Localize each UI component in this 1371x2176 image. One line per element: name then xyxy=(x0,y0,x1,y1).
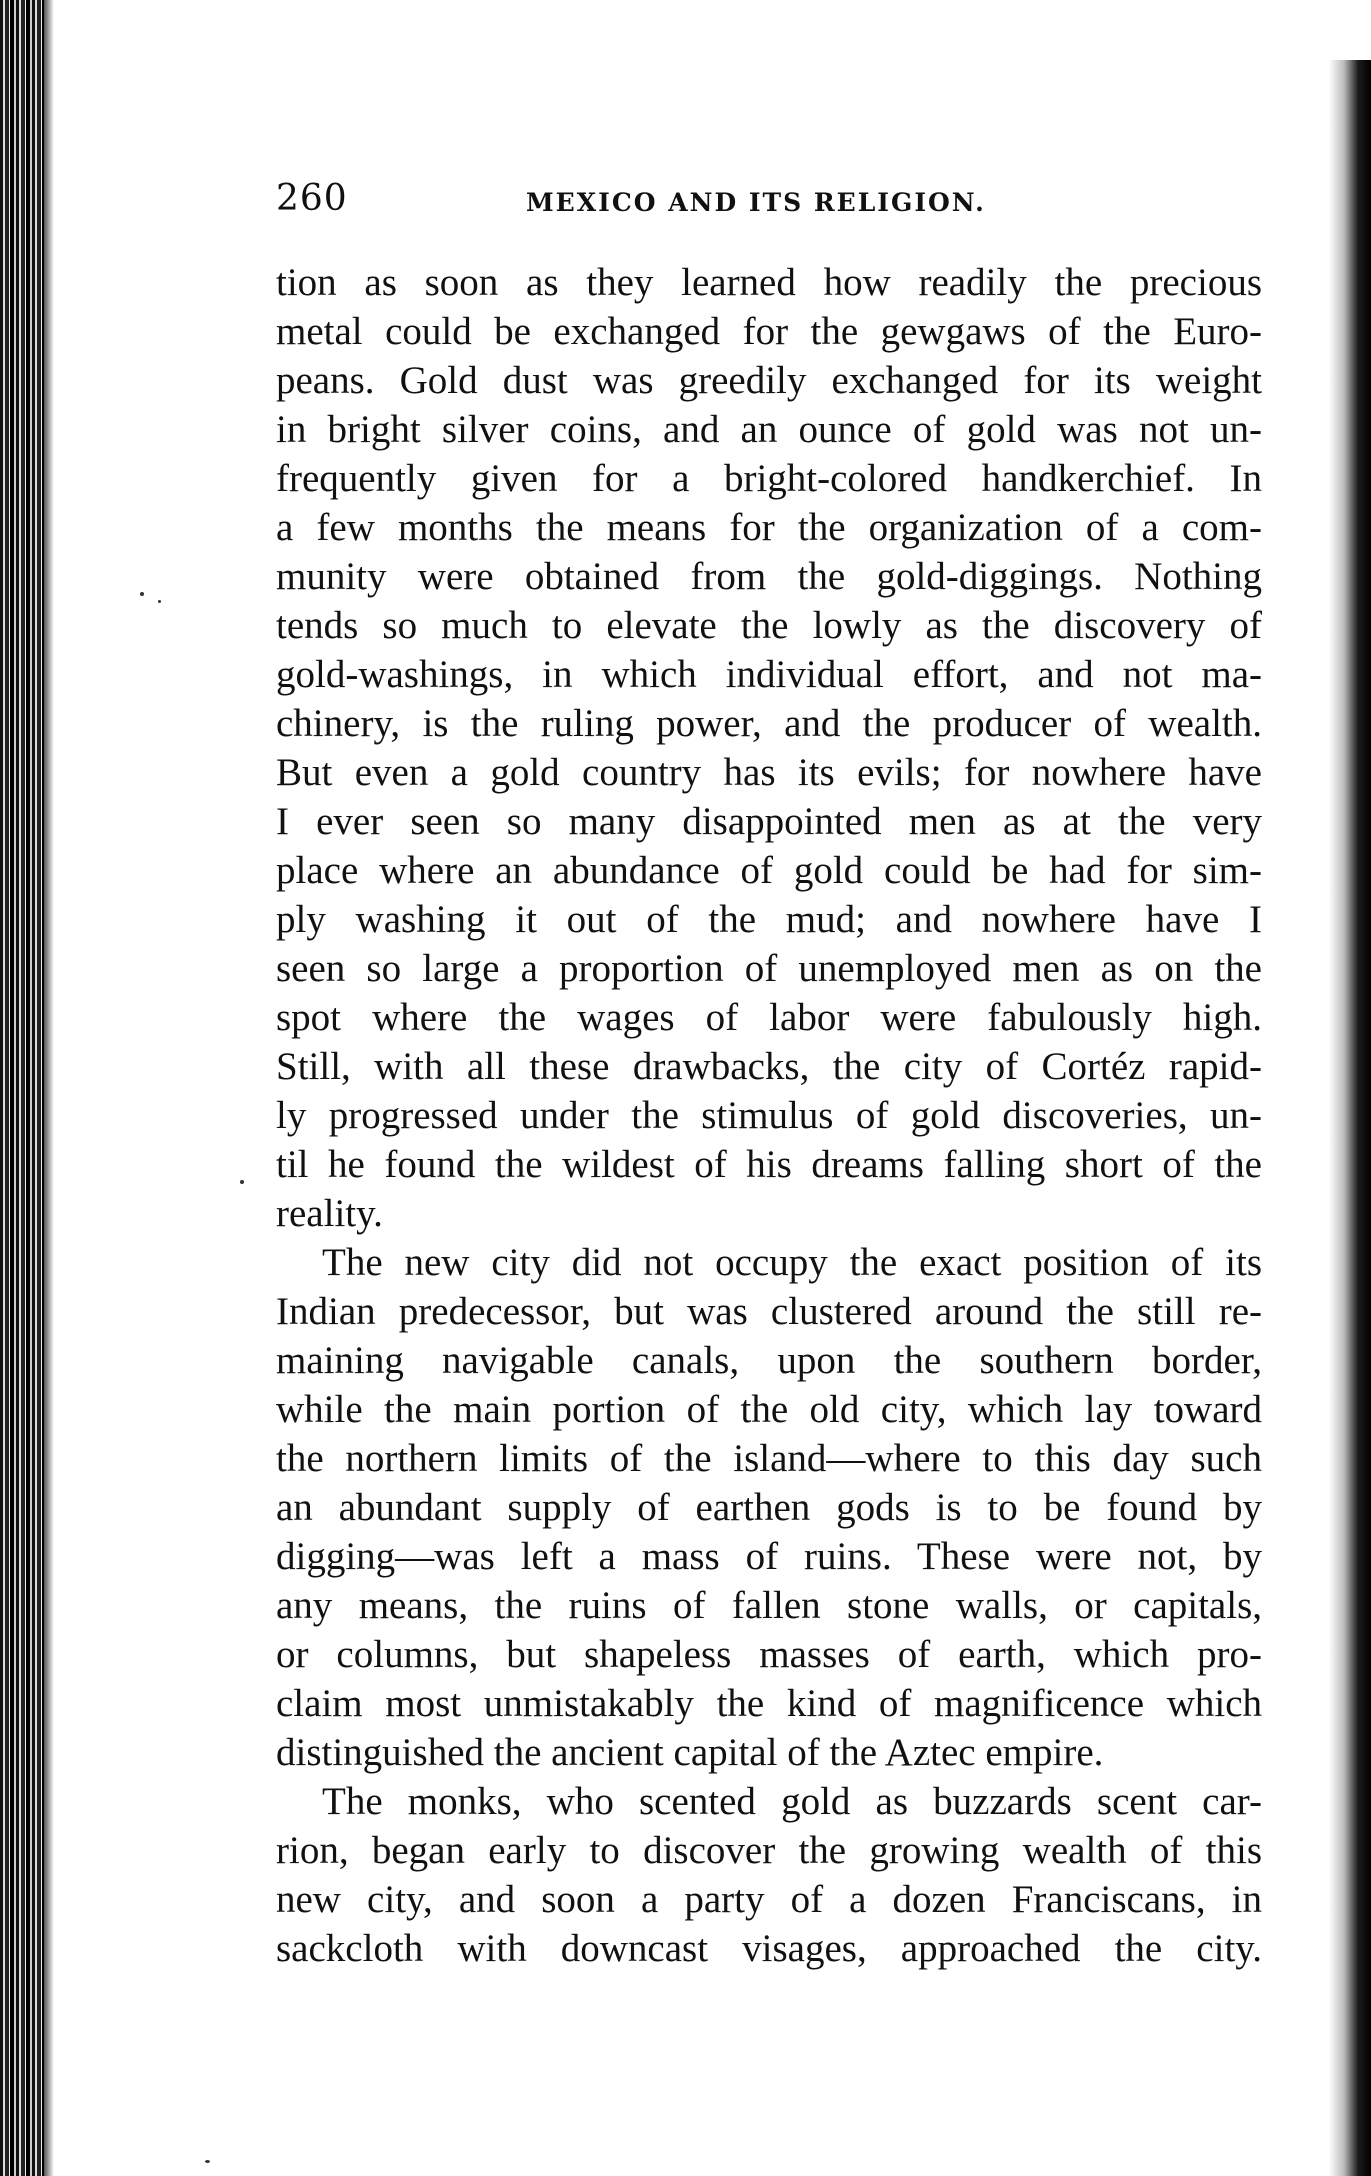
page-header xyxy=(276,178,1266,238)
text-line: munity were obtained from the gold-diggings. Nothing xyxy=(276,555,1262,598)
text-line: an abundant supply of earthen gods is to be found by xyxy=(276,1486,1262,1529)
page-edge-shadow xyxy=(1329,40,1371,2176)
text-line: while the main portion of the old city, which lay toward xyxy=(276,1388,1262,1431)
text-line: in bright silver coins, and an ounce of gold was not un- xyxy=(276,408,1262,451)
binding-shadow xyxy=(44,0,54,2176)
text-line: distinguished the ancient capital of the Aztec empire. xyxy=(276,1731,1104,1774)
running-head: MEXICO AND ITS RELIGION. xyxy=(526,188,986,217)
paragraph xyxy=(276,1238,1262,1777)
text-line: chinery, is the ruling power, and the producer of wealth. xyxy=(276,702,1262,745)
text-line: ly progressed under the stimulus of gold discoveries, un- xyxy=(276,1094,1262,1137)
text-line: But even a gold country has its evils; for nowhere have xyxy=(276,751,1262,794)
text-line: frequently given for a bright-colored handkerchief. In xyxy=(276,457,1262,500)
text-line: spot where the wages of labor were fabulously high. xyxy=(276,996,1262,1039)
book-binding-edge xyxy=(0,0,44,2176)
text-line: tends so much to elevate the lowly as the discovery of xyxy=(276,604,1262,647)
text-line: new city, and soon a party of a dozen Franciscans, in xyxy=(276,1878,1262,1921)
text-line: metal could be exchanged for the gewgaws of the Euro- xyxy=(276,310,1262,353)
body-text xyxy=(276,258,1262,1973)
print-speck xyxy=(158,600,161,603)
text-line: claim most unmistakably the kind of magnificence which xyxy=(276,1682,1262,1725)
text-line: the northern limits of the island—where to this day such xyxy=(276,1437,1262,1480)
text-line: seen so large a proportion of unemployed men as on the xyxy=(276,947,1262,990)
text-line: til he found the wildest of his dreams falling short of the xyxy=(276,1143,1262,1186)
paragraph xyxy=(276,1777,1262,1973)
text-line: any means, the ruins of fallen stone walls, or capitals, xyxy=(276,1584,1262,1627)
text-line: or columns, but shapeless masses of earth, which pro- xyxy=(276,1633,1262,1676)
text-line: The monks, who scented gold as buzzards scent car- xyxy=(322,1780,1262,1823)
text-line: maining navigable canals, upon the southern border, xyxy=(276,1339,1262,1382)
text-line: peans. Gold dust was greedily exchanged for its weight xyxy=(276,359,1262,402)
text-line: Still, with all these drawbacks, the city of Cortéz rapid- xyxy=(276,1045,1262,1088)
text-line: a few months the means for the organization of a com- xyxy=(276,506,1262,549)
text-line: gold-washings, in which individual effort, and not ma- xyxy=(276,653,1262,696)
print-speck xyxy=(240,1180,244,1184)
page-corner xyxy=(1311,0,1371,60)
page-number: 260 xyxy=(276,178,348,219)
text-line: reality. xyxy=(276,1192,383,1235)
text-line: place where an abundance of gold could be had for sim- xyxy=(276,849,1262,892)
text-line: The new city did not occupy the exact position of its xyxy=(322,1241,1262,1284)
print-speck xyxy=(140,592,144,596)
text-line: I ever seen so many disappointed men as at the very xyxy=(276,800,1262,843)
text-line: sackcloth with downcast visages, approached the city. xyxy=(276,1927,1262,1970)
text-line: ply washing it out of the mud; and nowhere have I xyxy=(276,898,1262,941)
text-line: rion, began early to discover the growing wealth of this xyxy=(276,1829,1262,1872)
print-speck xyxy=(205,2160,210,2163)
text-line: Indian predecessor, but was clustered around the still re- xyxy=(276,1290,1262,1333)
paragraph xyxy=(276,258,1262,1238)
text-line: tion as soon as they learned how readily the precious xyxy=(276,261,1262,304)
text-line: digging—was left a mass of ruins. These were not, by xyxy=(276,1535,1262,1578)
